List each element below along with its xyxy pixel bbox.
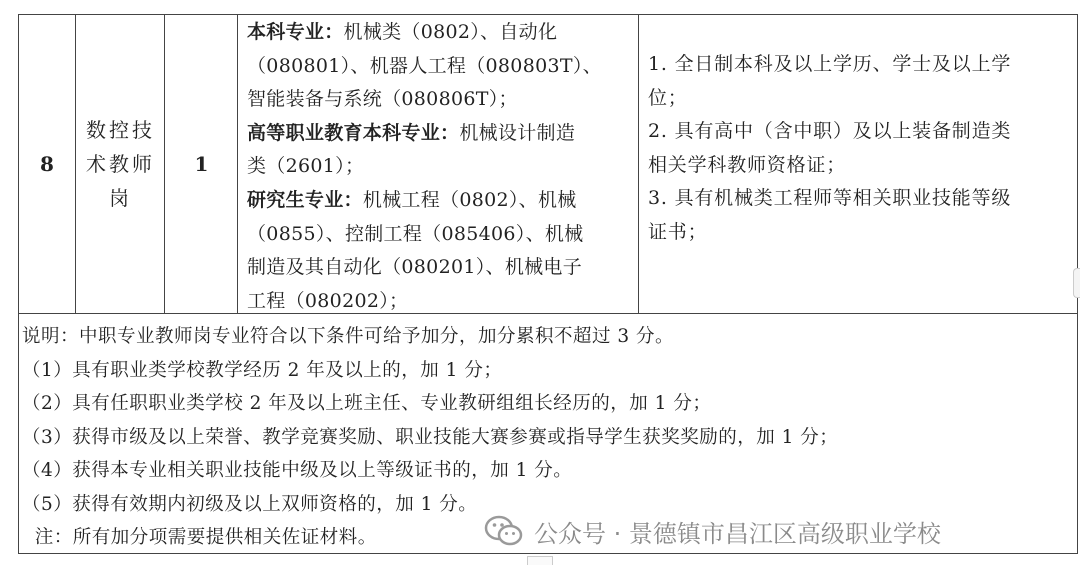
majors-text: 机械工程（0802）、机械 bbox=[362, 188, 577, 211]
vocational-label: 高等职业教育本科专业： bbox=[247, 121, 460, 144]
note-item: （5）获得有效期内初级及以上双师资格的，加 1 分。 bbox=[22, 493, 478, 515]
notes-intro: 说明：中职专业教师岗专业符合以下条件可给予加分，加分累积不超过 3 分。 bbox=[22, 326, 675, 347]
side-scroll-handle[interactable] bbox=[1073, 268, 1080, 298]
graduate-label: 研究生专业： bbox=[247, 188, 363, 211]
row-number: 8 bbox=[40, 152, 54, 176]
note-item: （1）具有职业类学校教学经历 2 年及以上的，加 1 分； bbox=[22, 359, 503, 381]
watermark-text: 公众号 · 景德镇市昌江区高级职业学校 bbox=[534, 519, 941, 548]
majors-line bbox=[247, 117, 637, 151]
majors-line: 制造及其自动化（080201）、机械电子 bbox=[247, 256, 583, 279]
majors-line: （080801）、机器人工程（080803T）、 bbox=[247, 54, 602, 77]
note-item: （2）具有任职职业类学校 2 年及以上班主任、专业教研组组长经历的，加 1 分； bbox=[22, 393, 712, 414]
majors-text: 机械类（0802）、自动化 bbox=[343, 21, 558, 43]
requirement-line: 2. 具有高中（含中职）及以上装备制造类 bbox=[648, 120, 1012, 143]
majors-line: 类（2601）； bbox=[247, 155, 365, 178]
requirement-line: 3. 具有机械类工程师等相关职业技能等级 bbox=[648, 187, 1012, 210]
note-item: （4）获得本专业相关职业技能中级及以上等级证书的，加 1 分。 bbox=[22, 460, 573, 481]
majors-cell bbox=[247, 16, 637, 318]
majors-text: 机械设计制造 bbox=[459, 121, 576, 144]
requirements-cell bbox=[648, 48, 1068, 250]
col-divider-4 bbox=[638, 14, 639, 314]
majors-line bbox=[247, 184, 637, 218]
requirement-line: 位； bbox=[648, 86, 688, 109]
majors-line: 工程（080202）； bbox=[247, 289, 409, 312]
post-name-line: 术教师 bbox=[86, 152, 155, 176]
post-name bbox=[76, 14, 165, 314]
post-name-line: 岗 bbox=[109, 186, 132, 210]
bottom-handle[interactable] bbox=[527, 556, 553, 565]
majors-line bbox=[247, 16, 637, 50]
requirement-line: 证书； bbox=[648, 220, 708, 243]
majors-line: （0855）、控制工程（085406）、机械 bbox=[247, 222, 584, 245]
post-name-line: 数控技 bbox=[86, 118, 155, 142]
wechat-watermark bbox=[484, 511, 941, 551]
requirement-line: 相关学科教师资格证； bbox=[648, 153, 847, 176]
note-item: （3）获得市级及以上荣誉、教学竞赛奖励、职业技能大赛参赛或指导学生获奖奖励的，加 1 分； bbox=[22, 426, 839, 448]
majors-line: 智能装备与系统（080806T）； bbox=[247, 88, 518, 111]
headcount: 1 bbox=[194, 152, 209, 176]
notes-footer: 注：所有加分项需要提供相关佐证材料。 bbox=[22, 527, 377, 548]
undergrad-label: 本科专业： bbox=[247, 21, 344, 43]
requirement-line: 1. 全日制本科及以上学历、学士及以上学 bbox=[648, 53, 1012, 75]
wechat-icon bbox=[484, 514, 524, 548]
